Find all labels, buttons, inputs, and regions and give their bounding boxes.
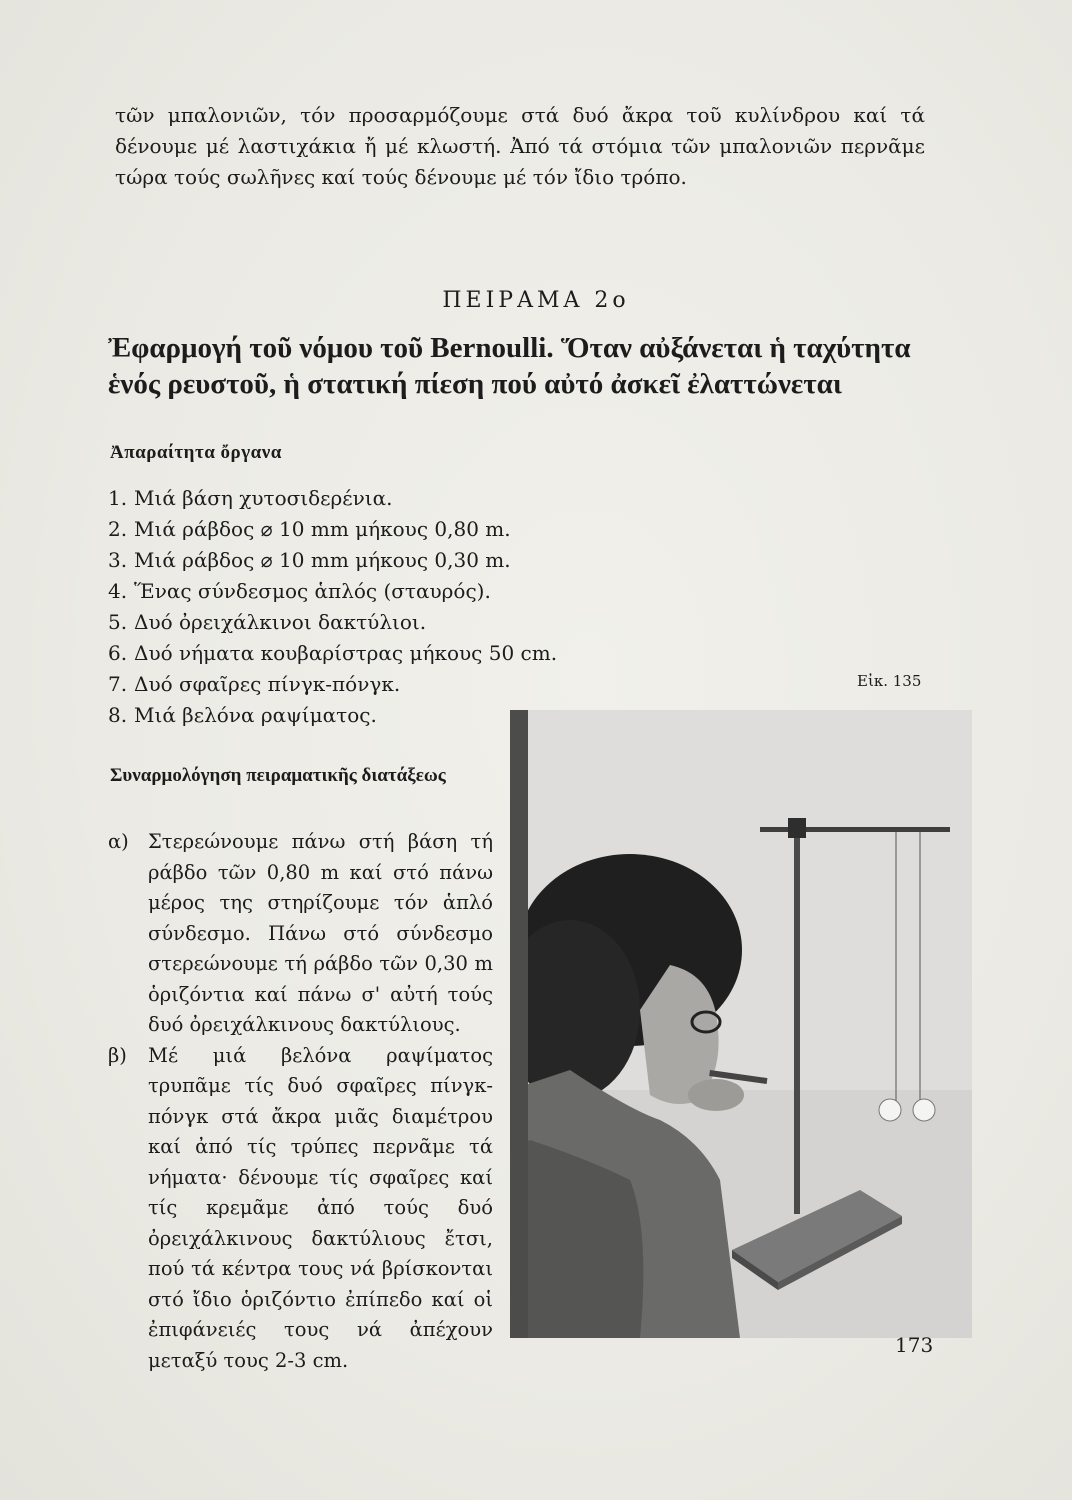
equipment-item: 7. Δυό σφαῖρες πίνγκ-πόνγκ. — [108, 672, 401, 696]
equipment-item: 8. Μιά βελόνα ραψίματος. — [108, 703, 377, 727]
photo-illustration — [510, 710, 972, 1338]
assembly-step: α) Στερεώνουμε πάνω στή βάση τή ράβδο τῶν 0,80 m καί στό πάνω μέρος της στηρίζουμε τόν ἁπλό σύνδεσμο. Πάνω στό σύνδεσμο στερεώνουμε τή ράβδο τῶν 0,30 m ὁριζόντια καί πάνω σ' αὐτή τούς δυό ὀρειχάλκινους δακτύλιους. — [108, 830, 493, 1036]
equipment-item: 3. Μιά ράβδος ⌀ 10 mm μήκους 0,30 m. — [108, 548, 511, 572]
assembly-step: β) Μέ μιά βελόνα ραψίματος τρυπᾶμε τίς δυό σφαῖρες πίνγκ-πόνγκ στά ἄκρα μιᾶς διαμέτρου καί ἀπό τίς τρύπες περνᾶμε τά νήματα· δένουμε τίς σφαῖρες καί τίς κρεμᾶμε ἀπό τούς δυό ὀρειχάλκινους δακτύλιους ἔτσι, πού τά κέντρα τους νά βρίσκονται στό ἴδιο ὁριζόντιο ἐπίπεδο καί οἱ ἐπιφάνειές τους νά ἀπέχουν μεταξύ τους 2-3 cm. — [108, 1043, 493, 1372]
equipment-item: 4. Ἕνας σύνδεσμος ἁπλός (σταυρός). — [108, 579, 491, 603]
equipment-heading: Ἀπαραίτητα ὄργανα — [110, 442, 282, 463]
intro-paragraph: τῶν μπαλονιῶν, τόν προσαρμόζουμε στά δυό ἄκρα τοῦ κυλίνδρου καί τά δένουμε μέ λαστιχάκια ἤ μέ κλωστή. Ἀπό τά στόμια τῶν μπαλονιῶν περνᾶμε τώρα τούς σωλῆνες καί τούς δένουμε μέ τόν ἴδιο τρόπο. — [115, 103, 925, 189]
equipment-item: 6. Δυό νήματα κουβαρίστρας μήκους 50 cm. — [108, 641, 558, 665]
assembly-heading: Συναρμολόγηση πειραματικῆς διατάξεως — [110, 765, 446, 786]
equipment-item: 2. Μιά ράβδος ⌀ 10 mm μήκους 0,80 m. — [108, 517, 511, 541]
page-number: 173 — [895, 1333, 934, 1357]
figure-label: Εἰκ. 135 — [857, 672, 922, 690]
equipment-item: 1. Μιά βάση χυτοσιδερένια. — [108, 486, 393, 510]
equipment-list — [108, 483, 568, 731]
experiment-subtitle: Ἐφαρμογή τοῦ νόμου τοῦ Bernoulli. Ὅταν αὐξάνεται ἡ ταχύτητα ἑνός ρευστοῦ, ἡ στατική πίεση πού αὐτό ἀσκεῖ ἐλαττώνεται — [108, 332, 911, 400]
experiment-title: ΠΕΙΡΑΜΑ 2ο — [442, 288, 630, 313]
assembly-steps — [108, 827, 493, 1376]
equipment-item: 5. Δυό ὀρειχάλκινοι δακτύλιοι. — [108, 610, 427, 634]
experiment-photo — [510, 710, 972, 1338]
